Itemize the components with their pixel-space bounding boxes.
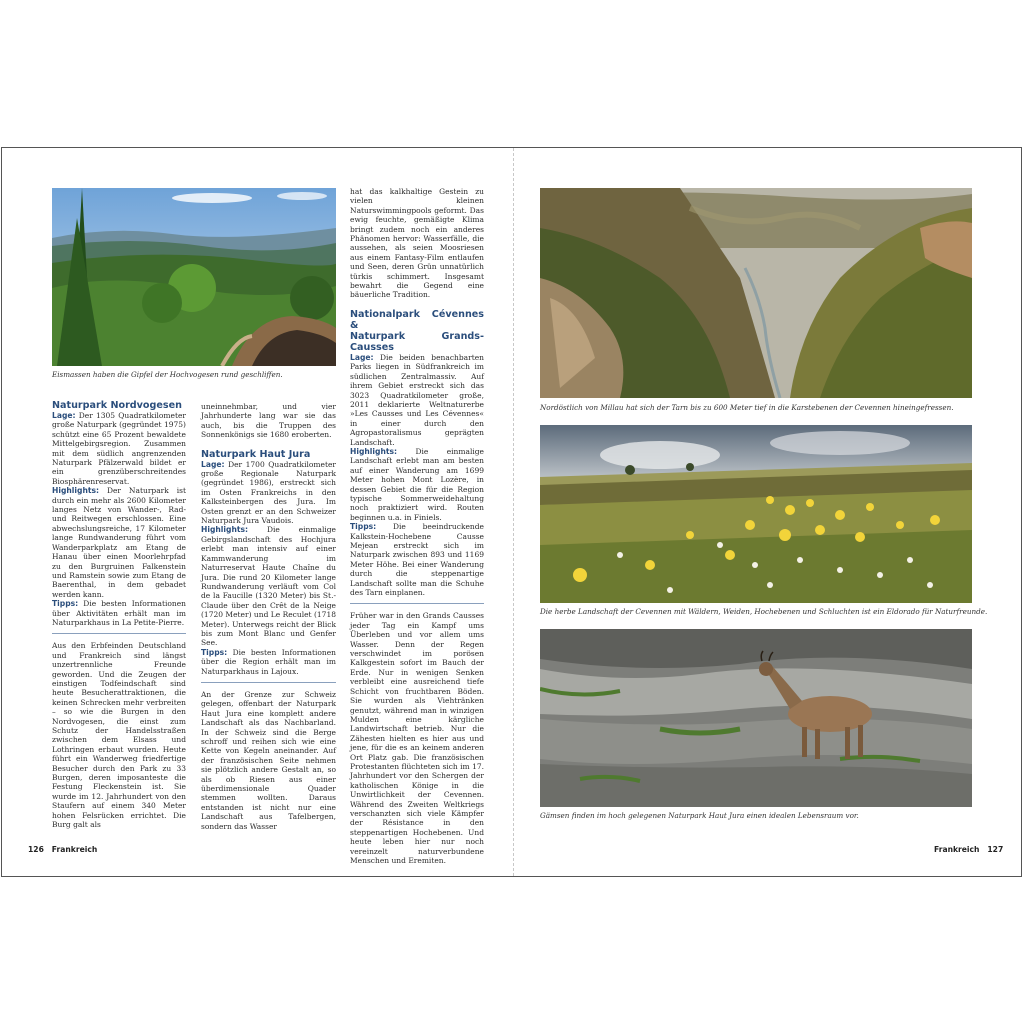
label-highlights: Highlights: <box>52 486 100 496</box>
divider <box>201 682 336 683</box>
label-highlights: Highlights: <box>201 525 249 535</box>
highlights-text: Die einmalige Landschaft erlebt man am besten auf einer Wanderung am 1699 Meter hohen Mont Lozère, in dessen Gebiet die für die Region typische Sommerweidehaltung noch praktiziert wird. Routen beginnen u.a. in Finiels. <box>350 446 484 522</box>
info-paragraph <box>201 525 336 647</box>
label-lage: Lage: <box>201 459 225 469</box>
section-heading: Naturpark Haut Jura <box>201 448 311 460</box>
body-text: An der Grenze zur Schweiz gelegen, offenbart der Naturpark Haut Jura eine komplett andere Landschaft als das Nachbarland. In der Schweiz sind die Berge schroff und reihen sich wie eine Kette von Kegeln aneinander. Auf der französischen Seite nehmen sie plötzlich andere Gestalt an, so als ob Riesen aus einer überdimensionale Quader stemmen wollten. Daraus entstanden ist nicht nur eine Landschaft aus Tafelbergen, sondern das Wasser <box>201 689 336 831</box>
body-text: Früher war in den Grands Causses jeder Tag ein Kampf ums Überleben und vor allem ums Wasser. Denn der Regen verschwindet im porösen Kalkgestein sofort im Bauch der Erde. Nur in wenigen Senken verbleibt eine ausreichend tiefe Schicht von fruchtbaren Böden. Sie wurden als Viehtränken genutzt, während man in winzigen Mulden eine kärgliche Landwirtschaft betrieb. Nur die Zähesten hielten es hier aus und jene, für die es an keinem anderen Ort Platz gab. Die französischen Protestanten flüchteten sich im 17. Jahrhundert vor den Schergen der katholischen Könige in die Unwirtlichkeit der Cevennen. Während des Zweiten Weltkriegs verschanzten sich viele Kämpfer der Résistance in den steppenartigen Hochebenen. Und heute leben hier nur noch vereinzelt naturverbundene Menschen und Eremiten. <box>350 611 484 865</box>
section-heading-line-1: Nationalpark Cévennes & <box>350 308 484 331</box>
divider <box>52 633 186 634</box>
info-paragraph <box>201 648 336 676</box>
photo-caption: Eismassen haben die Gipfel der Hochvogesen rund geschliffen. <box>52 370 283 379</box>
section-heading: Naturpark Nordvogesen <box>52 400 182 411</box>
info-paragraph <box>201 460 336 526</box>
highlights-text: Die einmalige Gebirgslandschaft des Hochjura erlebt man intensiv auf einer Kammwanderung im Naturreservat Haute Chaîne du Jura. Die rund 20 Kilometer lange Rundwanderung verläuft vom Col de la Faucille (1320 Meter) bis St.-Claude über den Crêt de la Neige (1720 Meter) und Le Reculet (1718 Meter). Unterwegs reicht der Blick bis zum Mont Blanc und Genfer See. <box>201 525 336 648</box>
label-tipps: Tipps: <box>201 647 228 657</box>
text-column-1 <box>52 400 186 829</box>
label-tipps: Tipps: <box>350 522 377 532</box>
book-spread <box>1 147 1022 877</box>
tipps-text: Die besten Informationen über die Region erhält man im Naturparkhaus in Lajoux. <box>201 647 336 676</box>
text-column-3 <box>350 187 484 865</box>
label-highlights: Highlights: <box>350 446 398 456</box>
divider <box>350 603 484 604</box>
info-paragraph <box>52 599 186 627</box>
photo-caption: Nordöstlich von Millau hat sich der Tarn bis zu 600 Meter tief in die Karstebenen der Cevennen hineingefressen. <box>540 403 954 412</box>
info-paragraph <box>350 353 484 447</box>
body-text: Aus den Erbfeinden Deutschland und Frankreich sind längst unzertrennliche Freunde geworden. Und die Zeugen der einstigen Todfeindschaft sind heute Besucherattraktionen, die keinen Schrecken mehr verbreiten – so wie die Burgen in den Nordvogesen, die einst zum Schutz der Handelsstraßen zwischen dem Elsass und Lothringen erbaut wurden. Heute führt ein Wanderweg friedfertige Besucher durch den Park zu 33 Burgen, deren imposanteste die Festung Fleckenstein ist. Sie wurde im 12. Jahrhundert von den Staufern auf einem 340 Meter hohen Felsrücken errichtet. Die Burg galt als <box>52 641 186 830</box>
daffodil-meadow-photo <box>540 425 972 603</box>
section-name: Frankreich <box>934 845 980 854</box>
info-paragraph <box>350 447 484 522</box>
page-number: 126 <box>28 845 44 854</box>
text-column-2 <box>201 402 336 831</box>
highlights-text: Der Naturpark ist durch ein mehr als 2600 Kilometer langes Netz von Wander-, Rad- und Reitwegen erschlossen. Eine abwechslungsreiche, 17 Kilometer lange Rundwanderung führt vom Wanderparkplatz am Etang de Hanau über einen Moorlehrpfad zu den Burgruinen Falkenstein und Ramstein sowie zum Etang de Baerenthal, in dem gebadet werden kann. <box>52 486 186 599</box>
lage-text: Die beiden benachbarten Parks liegen in Südfrankreich im südlichen Zentralmassiv. Auf ihrem Gebiet erstreckt sich das 3023 Quadratkilometer große, 2011 deklarierte Weltnaturerbe »Les Causses und Les Cévennes« in einer durch den Agropastoralismus geprägten Landschaft. <box>350 352 484 447</box>
photo-caption: Gämsen finden im hoch gelegenen Naturpark Haut Jura einen idealen Lebensraum vor. <box>540 811 859 820</box>
chamois-photo <box>540 629 972 807</box>
body-text: hat das kalkhaltige Gestein zu vielen kleinen Naturswimmingpools geformt. Das ewig feuchte, gemäßigte Klima bringt zudem noch ein anderes Phänomen hervor: Wasserfälle, die aussehen, als seien Moosriesen aus einem Fantasy-Film entlaufen und Seen, deren Grün unnatürlich türkis schimmert. Insgesamt bewahrt die Gegend eine bäuerliche Tradition. <box>350 187 484 300</box>
folio-left <box>28 845 97 854</box>
section-heading-line-2: Naturpark Grands-Causses <box>350 330 484 353</box>
lage-text: Der 1305 Quadratkilometer große Naturpark (gegründet 1975) schützt eine 65 Prozent bewaldete Mittelgebirgsregion. Zusammen mit dem südlich angrenzenden Naturpark Pfälzerwald bildet er ein grenzüberschreitendes Biosphärenreservat. <box>52 411 186 486</box>
folio-right <box>934 845 1003 854</box>
photo-caption: Die herbe Landschaft der Cevennen mit Wäldern, Weiden, Hochebenen und Schluchten ist ein Eldorado für Naturfreunde. <box>540 607 988 616</box>
tipps-text: Die beeindruckende Kalkstein-Hochebene Causse Mejean erstreckt sich im Naturpark zwischen 893 und 1169 Meter Höhe. Bei einer Wanderung durch die steppenartige Landschaft sollte man die Schuhe des Tarn einplanen. <box>350 522 484 598</box>
body-text: uneinnehmbar, und vier Jahrhunderte lang war sie das auch, bis die Truppen des Sonnenkönigs sie 1680 eroberten. <box>201 402 336 440</box>
info-paragraph <box>350 522 484 597</box>
vosges-forest-photo <box>52 188 336 366</box>
lage-text: Der 1700 Quadratkilometer große Regionale Naturpark (gegründet 1986), erstreckt sich im Osten Frankreichs in den Kalksteinbergen des Jura. Im Osten grenzt er an den Schweizer Naturpark Jura Vaudois. <box>201 459 336 526</box>
info-paragraph <box>52 486 186 599</box>
tarn-gorge-photo <box>540 188 972 398</box>
label-lage: Lage: <box>52 411 76 420</box>
page-number: 127 <box>987 845 1004 854</box>
label-tipps: Tipps: <box>52 599 79 609</box>
section-name: Frankreich <box>51 845 98 854</box>
label-lage: Lage: <box>350 352 374 362</box>
page-gutter <box>513 148 514 876</box>
tipps-text: Die besten Informationen über Aktivitäten erhält man im Naturparkhaus in La Petite-Pierre. <box>52 599 186 627</box>
info-paragraph <box>52 411 186 486</box>
